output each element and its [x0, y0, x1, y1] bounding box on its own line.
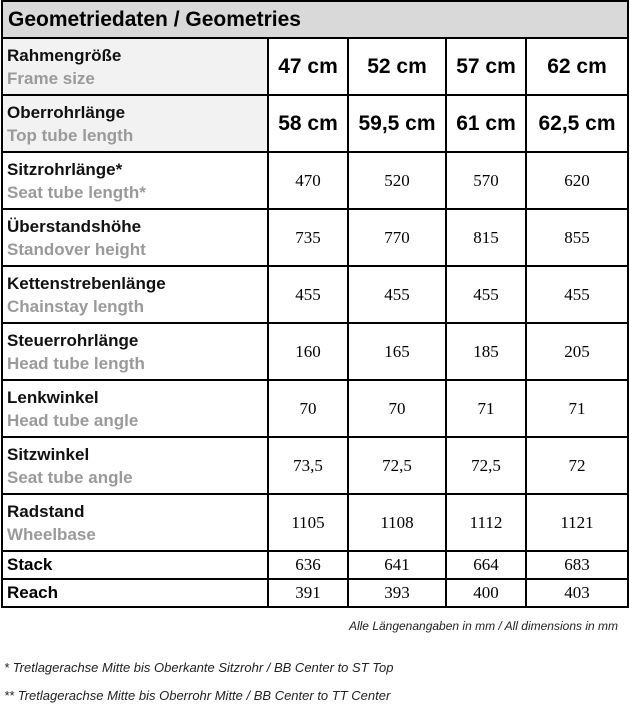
frame-size-value: 52 cm	[348, 38, 446, 95]
row-label-de: Lenkwinkel	[7, 387, 99, 407]
row-value: 620	[526, 152, 628, 209]
row-value: 71	[446, 380, 526, 437]
footnote-top-tube: ** Tretlagerachse Mitte bis Oberrohr Mitte / BB Center to TT Center	[4, 688, 391, 703]
row-label	[2, 152, 268, 209]
table-row	[2, 266, 628, 323]
reach-value: 393	[348, 579, 446, 607]
frame-size-value: 62 cm	[526, 38, 628, 95]
table-row	[2, 380, 628, 437]
row-label-en: Wheelbase	[7, 524, 96, 544]
table-row	[2, 494, 628, 551]
row-label-en: Head tube angle	[7, 410, 139, 430]
row-value: 185	[446, 323, 526, 380]
reach-value: 403	[526, 579, 628, 607]
row-label	[2, 323, 268, 380]
unit-note: Alle Längenangaben in mm / All dimensions in mm	[348, 619, 618, 633]
row-value: 73,5	[268, 437, 348, 494]
row-value: 770	[348, 209, 446, 266]
row-label-en: Standover height	[7, 239, 146, 259]
row-value: 70	[268, 380, 348, 437]
geometry-table	[1, 0, 629, 608]
stack-value: 641	[348, 551, 446, 579]
stack-label: Stack	[2, 551, 268, 579]
row-value: 72	[526, 437, 628, 494]
row-value: 1121	[526, 494, 628, 551]
top-tube-value: 58 cm	[268, 95, 348, 152]
top-tube-value: 59,5 cm	[348, 95, 446, 152]
row-value: 455	[348, 266, 446, 323]
row-value: 855	[526, 209, 628, 266]
table-row	[2, 152, 628, 209]
row-label	[2, 494, 268, 551]
row-value: 205	[526, 323, 628, 380]
top-tube-value: 62,5 cm	[526, 95, 628, 152]
row-value: 735	[268, 209, 348, 266]
reach-value: 391	[268, 579, 348, 607]
row-value: 165	[348, 323, 446, 380]
table-title: Geometriedaten / Geometries	[2, 1, 628, 38]
table-row	[2, 209, 628, 266]
row-label	[2, 380, 268, 437]
row-value: 470	[268, 152, 348, 209]
row-label	[2, 209, 268, 266]
row-label	[2, 266, 268, 323]
frame-size-row	[2, 38, 628, 95]
stack-value: 683	[526, 551, 628, 579]
table-row	[2, 437, 628, 494]
reach-value: 400	[446, 579, 526, 607]
row-value: 520	[348, 152, 446, 209]
row-value: 72,5	[446, 437, 526, 494]
row-value: 1112	[446, 494, 526, 551]
row-value: 455	[268, 266, 348, 323]
row-value: 160	[268, 323, 348, 380]
stack-value: 664	[446, 551, 526, 579]
frame-size-label	[2, 38, 268, 95]
row-label-en: Chainstay length	[7, 296, 144, 316]
frame-size-label-en: Frame size	[7, 68, 95, 88]
frame-size-label-de: Rahmengröße	[7, 45, 122, 65]
row-label-de: Steuerrohrlänge	[7, 330, 139, 350]
row-value: 1108	[348, 494, 446, 551]
row-label-en: Seat tube length*	[7, 182, 146, 202]
top-tube-value: 61 cm	[446, 95, 526, 152]
row-value: 570	[446, 152, 526, 209]
row-label-de: Sitzwinkel	[7, 444, 90, 464]
stack-row	[2, 551, 628, 579]
title-row	[2, 1, 628, 38]
row-label-de: Überstandshöhe	[7, 216, 142, 236]
top-tube-label-en: Top tube length	[7, 125, 134, 145]
top-tube-row	[2, 95, 628, 152]
top-tube-label	[2, 95, 268, 152]
row-value: 70	[348, 380, 446, 437]
row-label-de: Radstand	[7, 501, 85, 521]
footnote-seat-tube: * Tretlagerachse Mitte bis Oberkante Sitzrohr / BB Center to ST Top	[4, 660, 394, 675]
row-value: 455	[526, 266, 628, 323]
row-label	[2, 437, 268, 494]
row-value: 455	[446, 266, 526, 323]
top-tube-label-de: Oberrohrlänge	[7, 102, 126, 122]
row-label-de: Kettenstrebenlänge	[7, 273, 166, 293]
row-label-en: Head tube length	[7, 353, 145, 373]
stack-value: 636	[268, 551, 348, 579]
frame-size-value: 57 cm	[446, 38, 526, 95]
row-value: 815	[446, 209, 526, 266]
row-value: 1105	[268, 494, 348, 551]
table-row	[2, 323, 628, 380]
row-value: 72,5	[348, 437, 446, 494]
frame-size-value: 47 cm	[268, 38, 348, 95]
row-value: 71	[526, 380, 628, 437]
row-label-de: Sitzrohrlänge*	[7, 159, 123, 179]
reach-row	[2, 579, 628, 607]
reach-label: Reach	[2, 579, 268, 607]
row-label-en: Seat tube angle	[7, 467, 133, 487]
